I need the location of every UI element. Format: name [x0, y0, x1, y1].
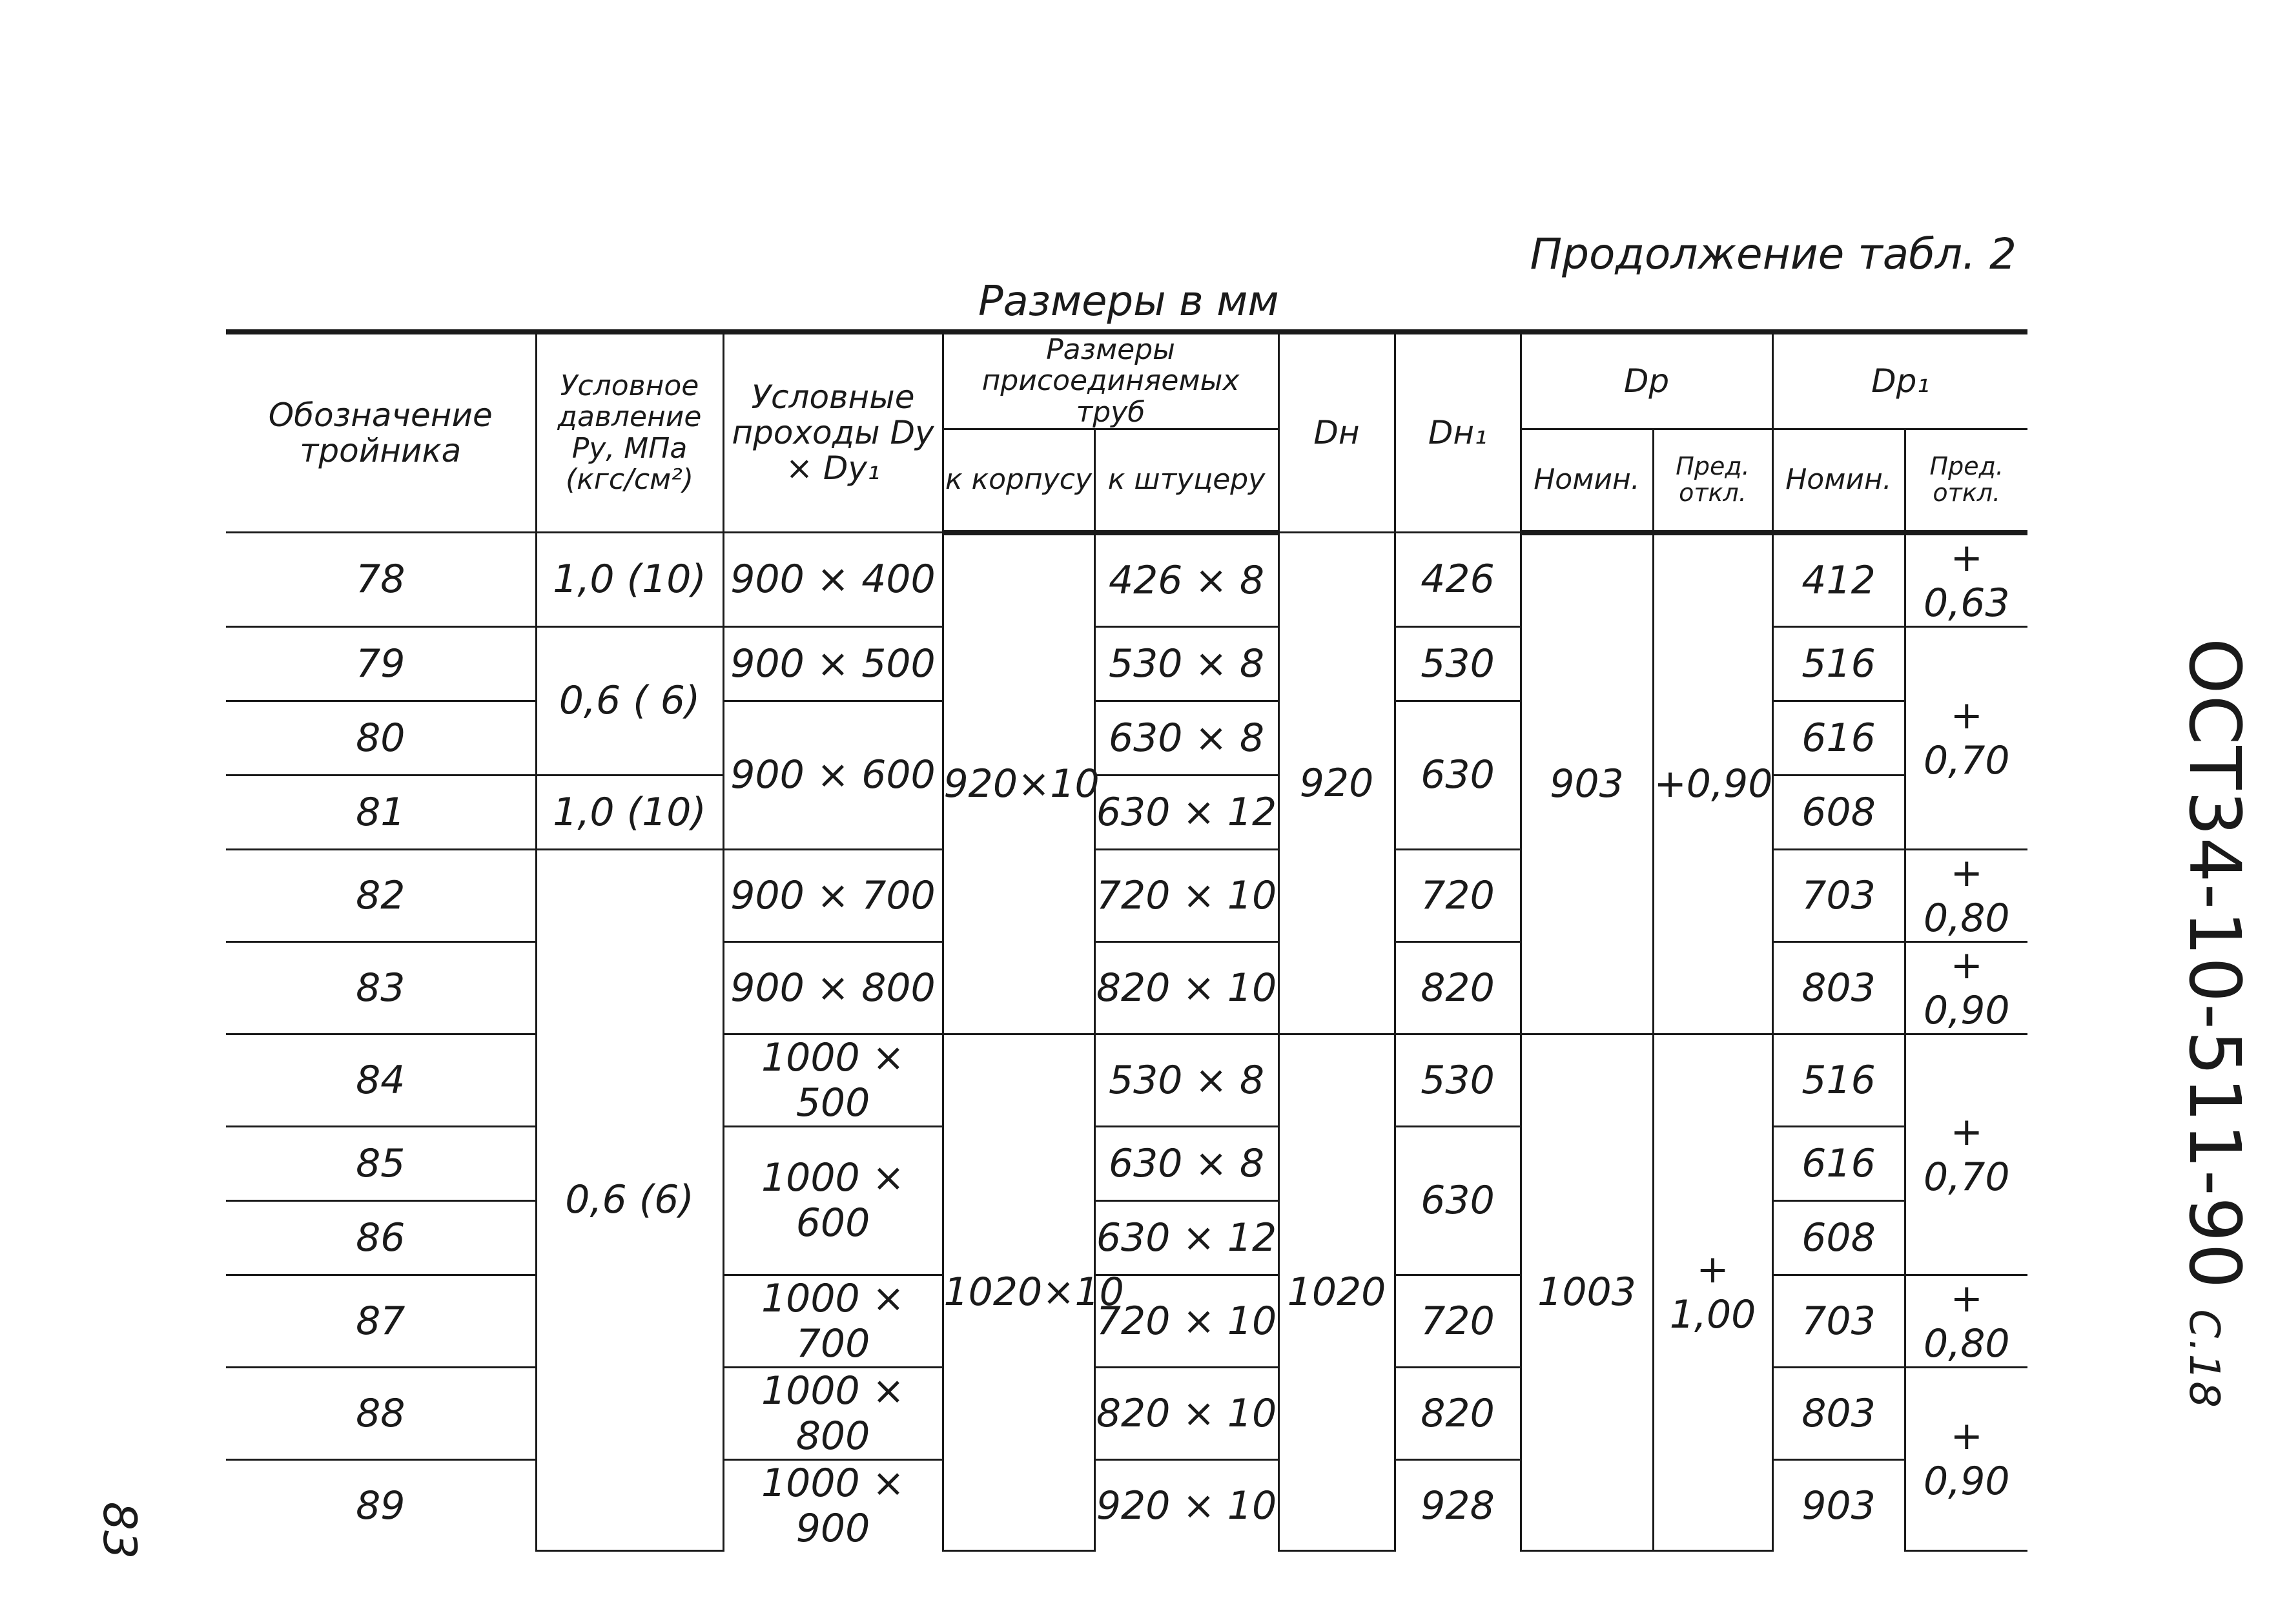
dp1-deviation-cell: + 0,80 [1905, 1275, 2027, 1367]
dp-deviation-cell: +0,90 [1653, 533, 1772, 1034]
passages-cell: 900 × 400 [723, 533, 943, 627]
header-designation: Обозначение тройника [226, 332, 536, 533]
tee-number: 85 [226, 1126, 536, 1200]
dp1-nominal-cell: 803 [1772, 1367, 1905, 1459]
passages-cell: 900 × 500 [723, 626, 943, 701]
dn1-cell: 426 [1395, 533, 1521, 627]
units-caption: Размеры в мм [978, 278, 1279, 325]
table-continuation-label: Продолжение табл. 2 [1530, 229, 2016, 279]
dp1-deviation-cell: + 0,90 [1905, 1367, 2027, 1551]
fitting-pipe-cell: 530 × 8 [1094, 626, 1278, 701]
fitting-pipe-cell: 820 × 10 [1094, 1367, 1278, 1459]
fitting-pipe-cell: 720 × 10 [1094, 1275, 1278, 1367]
header-dp1: Dр₁ [1772, 332, 2027, 429]
dn1-cell: 820 [1395, 1367, 1521, 1459]
standard-number: ОСТ34-10-511-90 [2173, 638, 2256, 1290]
sheet-number: С.18 [2180, 1309, 2228, 1409]
dn1-cell: 530 [1395, 626, 1521, 701]
passages-cell: 900 × 800 [723, 941, 943, 1034]
dn1-cell: 720 [1395, 1275, 1521, 1367]
fitting-pipe-cell: 630 × 8 [1094, 701, 1278, 775]
passages-cell: 1000 × 500 [723, 1034, 943, 1126]
dn1-cell: 630 [1395, 1126, 1521, 1275]
dp-nominal-cell: 1003 [1521, 1034, 1653, 1551]
fitting-pipe-cell: 426 × 8 [1094, 533, 1278, 627]
table-row [226, 533, 2027, 627]
page-number: 83 [93, 1501, 146, 1559]
pressure-cell: 1,0 (10) [536, 775, 723, 849]
dp1-deviation-cell: + 0,80 [1905, 849, 2027, 941]
tee-number: 84 [226, 1034, 536, 1126]
dp1-nominal-cell: 703 [1772, 849, 1905, 941]
dp1-nominal-cell: 412 [1772, 533, 1905, 627]
tee-number: 82 [226, 849, 536, 941]
standard-code [2173, 638, 2256, 1409]
tee-number: 88 [226, 1367, 536, 1459]
dn1-cell: 928 [1395, 1459, 1521, 1551]
tee-dimensions-table [226, 329, 2027, 1552]
passages-cell: 1000 × 600 [723, 1126, 943, 1275]
dp1-nominal-cell: 608 [1772, 775, 1905, 849]
header-dn: Dн [1278, 332, 1395, 533]
dp1-deviation-cell: + 0,70 [1905, 1034, 2027, 1275]
dn-cell: 1020 [1278, 1034, 1395, 1551]
pressure-cell: 1,0 (10) [536, 533, 723, 627]
pressure-cell: 0,6 (6) [536, 849, 723, 1551]
header-pressure: Условное давление Ру, МПа (кгс/см²) [536, 332, 723, 533]
fitting-pipe-cell: 720 × 10 [1094, 849, 1278, 941]
header-connected-pipes: Размеры присоединяемых труб [943, 332, 1278, 429]
dp1-nominal-cell: 516 [1772, 1034, 1905, 1126]
dn1-cell: 820 [1395, 941, 1521, 1034]
fitting-pipe-cell: 630 × 8 [1094, 1126, 1278, 1200]
header-to-body: к корпусу [943, 429, 1094, 533]
header-dp1-nominal: Номин. [1772, 429, 1905, 533]
dn-cell: 920 [1278, 533, 1395, 1034]
dp1-nominal-cell: 516 [1772, 626, 1905, 701]
dp1-deviation-cell: + 0,70 [1905, 626, 2027, 849]
fitting-pipe-cell: 820 × 10 [1094, 941, 1278, 1034]
tee-number: 83 [226, 941, 536, 1034]
header-to-fitting: к штуцеру [1094, 429, 1278, 533]
tee-number: 80 [226, 701, 536, 775]
dp-deviation-cell: + 1,00 [1653, 1034, 1772, 1551]
tee-number: 78 [226, 533, 536, 627]
dp1-nominal-cell: 616 [1772, 1126, 1905, 1200]
dn1-cell: 530 [1395, 1034, 1521, 1126]
tee-number: 89 [226, 1459, 536, 1551]
body-pipe-cell: 920×10 [943, 533, 1094, 1034]
body-pipe-cell: 1020×10 [943, 1034, 1094, 1551]
fitting-pipe-cell: 630 × 12 [1094, 1200, 1278, 1275]
header-dp-nominal: Номин. [1521, 429, 1653, 533]
dp1-nominal-cell: 903 [1772, 1459, 1905, 1551]
header-dp-deviation: Пред. откл. [1653, 429, 1772, 533]
table-row [226, 1034, 2027, 1126]
dp1-nominal-cell: 703 [1772, 1275, 1905, 1367]
fitting-pipe-cell: 530 × 8 [1094, 1034, 1278, 1126]
dp1-nominal-cell: 803 [1772, 941, 1905, 1034]
pressure-cell: 0,6 ( 6) [536, 626, 723, 775]
header-dp: Dр [1521, 332, 1772, 429]
tee-number: 87 [226, 1275, 536, 1367]
dp1-nominal-cell: 616 [1772, 701, 1905, 775]
dn1-cell: 720 [1395, 849, 1521, 941]
header-dp1-deviation: Пред. откл. [1905, 429, 2027, 533]
fitting-pipe-cell: 920 × 10 [1094, 1459, 1278, 1551]
tee-number: 79 [226, 626, 536, 701]
tee-number: 86 [226, 1200, 536, 1275]
header-passages: Условные проходы Dу × Dу₁ [723, 332, 943, 533]
passages-cell: 1000 × 800 [723, 1367, 943, 1459]
passages-cell: 900 × 600 [723, 701, 943, 849]
dp1-nominal-cell: 608 [1772, 1200, 1905, 1275]
passages-cell: 1000 × 900 [723, 1459, 943, 1551]
dn1-cell: 630 [1395, 701, 1521, 849]
tee-number: 81 [226, 775, 536, 849]
dp1-deviation-cell: + 0,90 [1905, 941, 2027, 1034]
fitting-pipe-cell: 630 × 12 [1094, 775, 1278, 849]
passages-cell: 900 × 700 [723, 849, 943, 941]
dp-nominal-cell: 903 [1521, 533, 1653, 1034]
dp1-deviation-cell: + 0,63 [1905, 533, 2027, 627]
header-dn1: Dн₁ [1395, 332, 1521, 533]
passages-cell: 1000 × 700 [723, 1275, 943, 1367]
